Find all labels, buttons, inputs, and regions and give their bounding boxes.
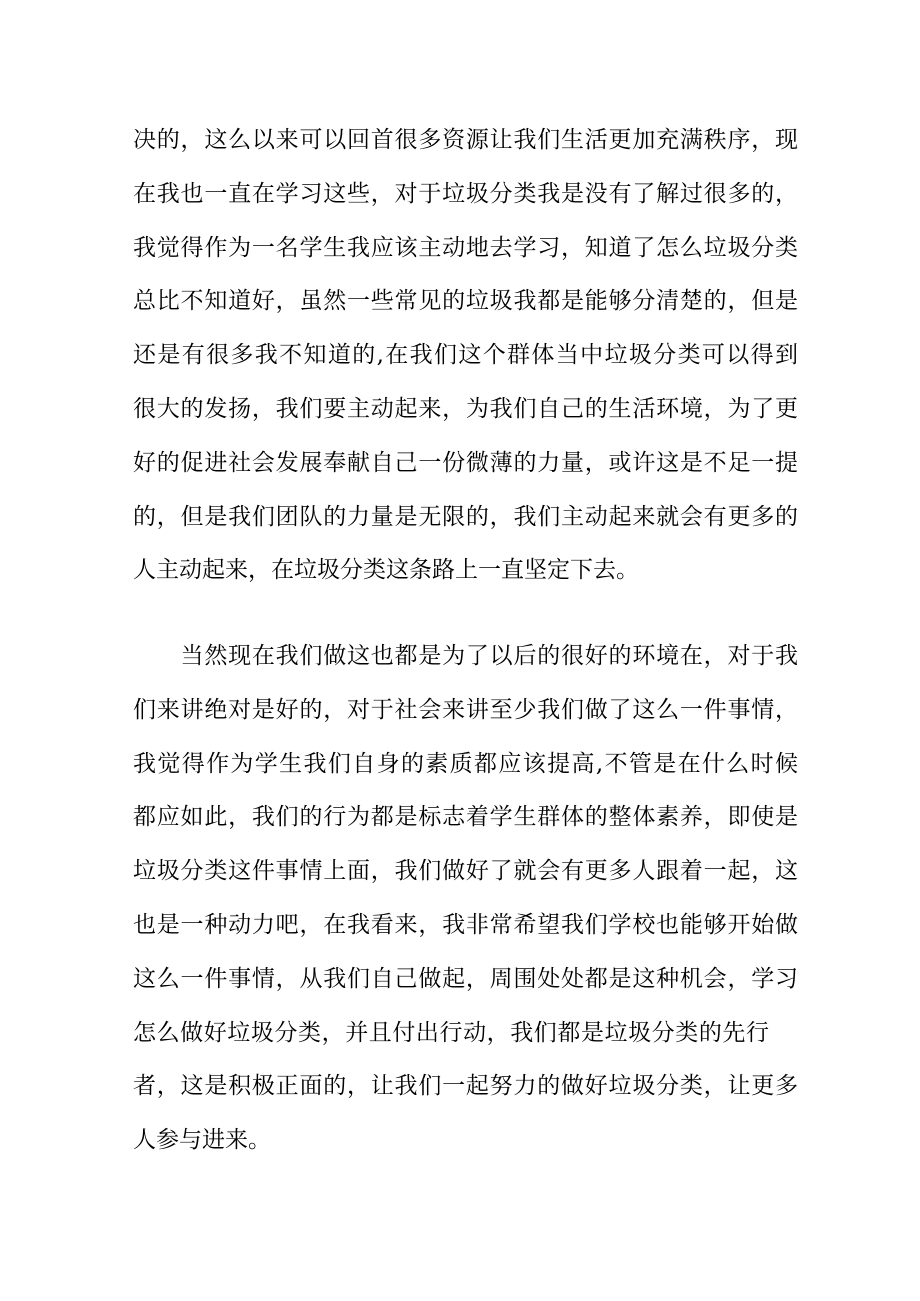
text-line: 人参与进来。	[133, 1127, 271, 1154]
text-line: 的，但是我们团队的力量是无限的，我们主动起来就会有更多的	[133, 503, 798, 530]
text-line: 我觉得作为一名学生我应该主动地去学习，知道了怎么垃圾分类	[133, 234, 798, 261]
text-line: 在我也一直在学习这些，对于垃圾分类我是没有了解过很多的，	[133, 180, 798, 207]
text-line: 好的促进社会发展奉献自己一份微薄的力量，或许这是不足一提	[133, 449, 798, 476]
paragraph-2	[133, 634, 798, 1172]
text-line: 者，这是积极正面的，让我们一起努力的做好垃圾分类，让更多	[133, 1073, 798, 1100]
text-line: 当然现在我们做这也都是为了以后的很好的环境在，对于我	[133, 643, 798, 669]
text-line: 很大的发扬，我们要主动起来，为我们自己的生活环境，为了更	[133, 395, 798, 422]
text-line: 决的，这么以来可以回首很多资源让我们生活更加充满秩序，现	[133, 127, 798, 153]
text-line: 人主动起来，在垃圾分类这条路上一直坚定下去。	[133, 557, 639, 584]
text-line: 也是一种动力吧，在我看来，我非常希望我们学校也能够开始做	[133, 911, 798, 938]
text-line: 还是有很多我不知道的,在我们这个群体当中垃圾分类可以得到	[133, 342, 798, 369]
text-line: 总比不知道好，虽然一些常见的垃圾我都是能够分清楚的，但是	[133, 288, 798, 315]
text-line: 我觉得作为学生我们自身的素质都应该提高,不管是在什么时候	[133, 750, 798, 777]
text-line: 怎么做好垃圾分类，并且付出行动，我们都是垃圾分类的先行	[133, 1019, 769, 1046]
text-line: 们来讲绝对是好的，对于社会来讲至少我们做了这么一件事情，	[133, 696, 798, 723]
text-line: 都应如此，我们的行为都是标志着学生群体的整体素养，即使是	[133, 804, 798, 831]
text-line: 这么一件事情，从我们自己做起，周围处处都是这种机会，学习	[133, 965, 798, 992]
paragraph-1	[133, 118, 798, 602]
text-line: 垃圾分类这件事情上面，我们做好了就会有更多人跟着一起，这	[133, 858, 798, 885]
